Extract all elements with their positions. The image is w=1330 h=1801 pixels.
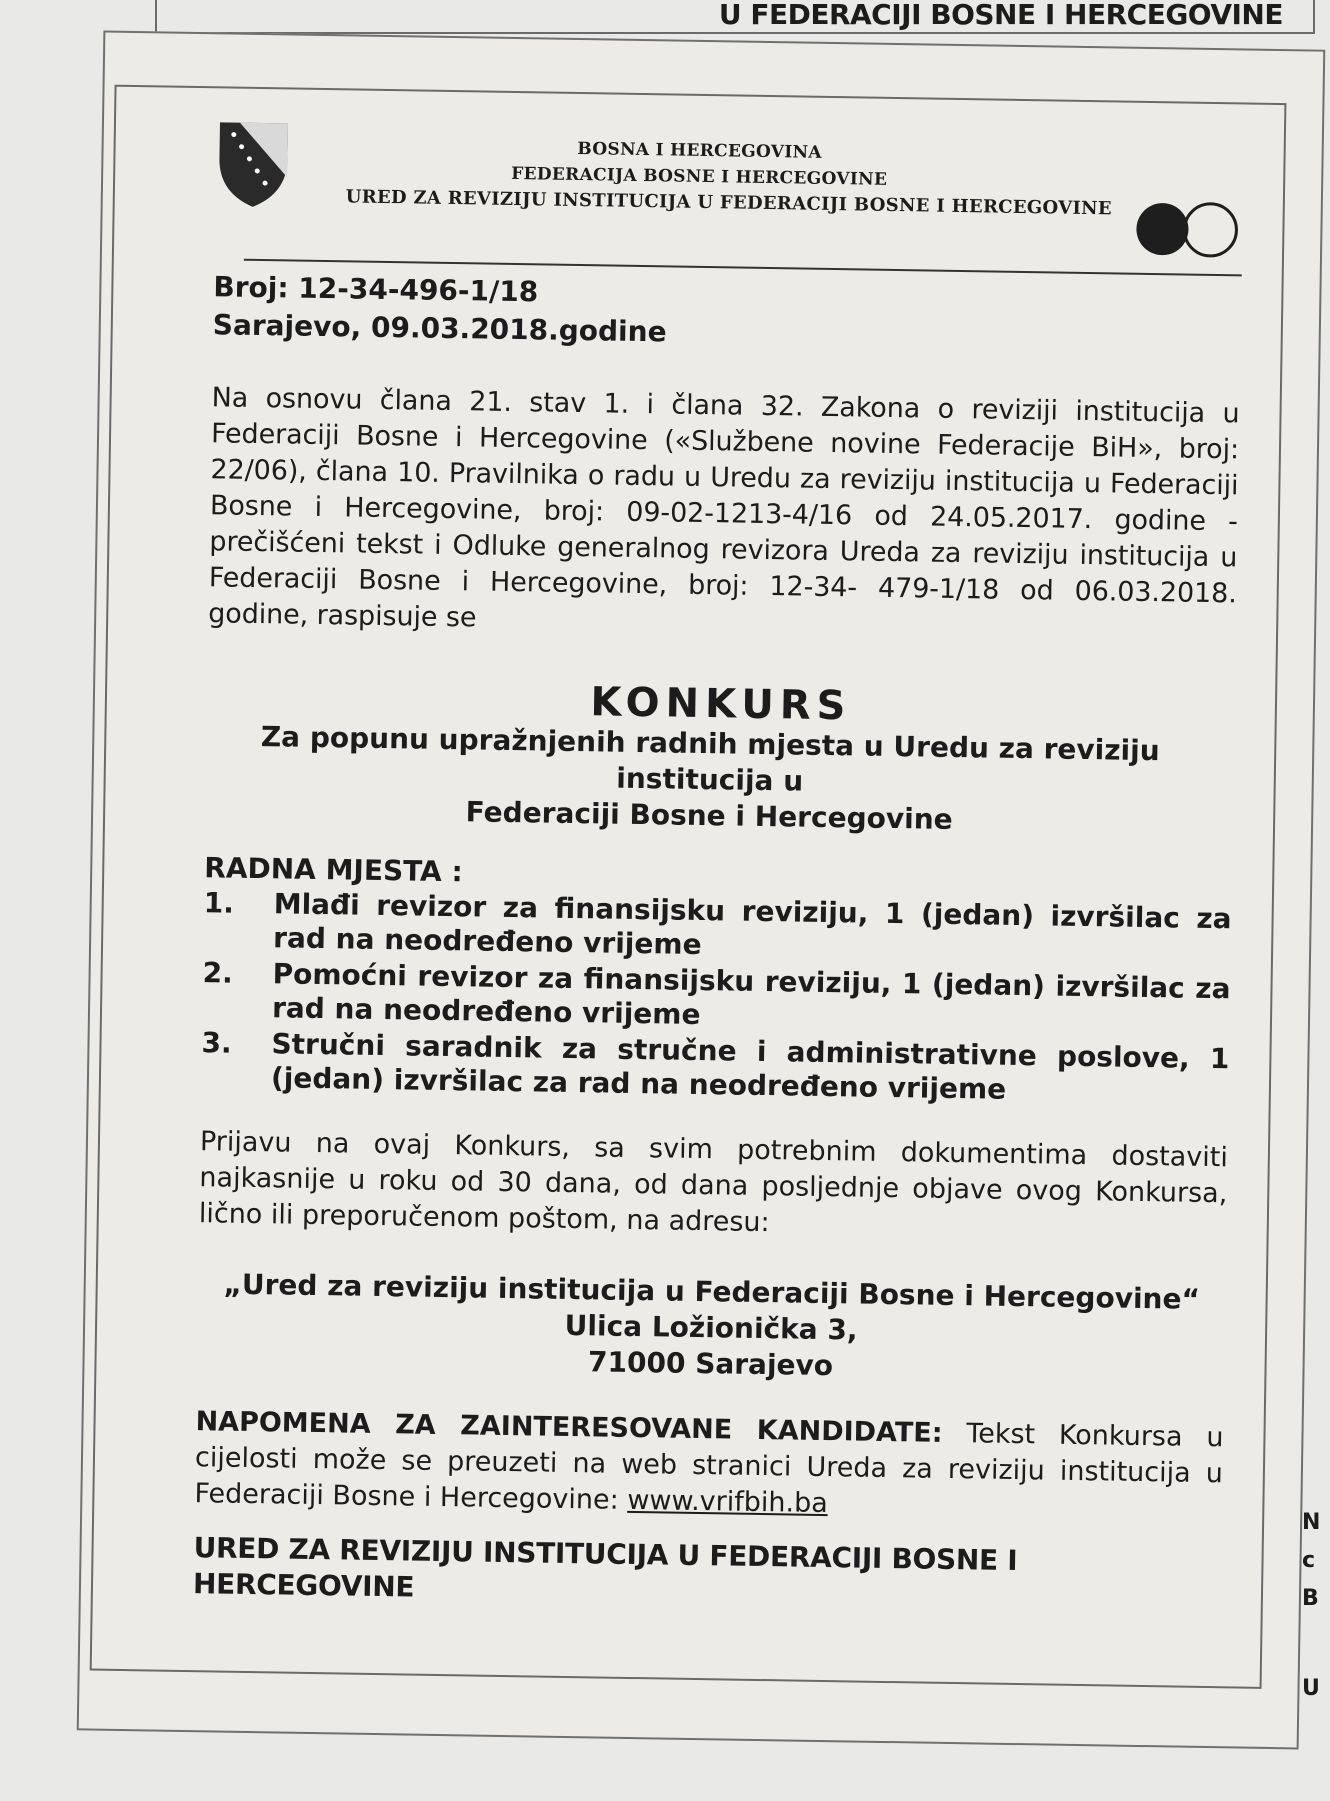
position-text: Pomoćni revizor za finansijsku reviziju, 1 (jedan) izvršilac za rad na neodređeno vrijeme xyxy=(271,957,1231,1032)
ad-inner-frame xyxy=(90,85,1287,1689)
positions-heading: RADNA MJESTA : xyxy=(204,851,463,889)
issuer-signature: URED ZA REVIZIJU INSTITUCIJA U FEDERACIJI BOSNE I HERCEGOVINE xyxy=(192,1531,1018,1604)
legal-basis-paragraph: Na osnovu člana 21. stav 1. i člana 32. Zakona o reviziji institucija u Federaciji Bosne i Hercegovine («Službene novine Federacije BiH», broj: 22/06), člana 10. Pravilnika o radu u Uredu za reviziju institucija u Federaciji Bosne i Hercegovine, broj: 09-02-1213-4/16 od 24.05.2017. godine - prečišćeni tekst i Odluke generalnog revizora Ureda za reviziju institucija u Federaciji Bosne i Hercegovine, broj: 12-34- 479-1/18 od 06.03.2018. godine, raspisuje se xyxy=(208,382,1240,634)
position-number: 1. xyxy=(203,886,235,920)
document-place-date: Sarajevo, 09.03.2018.godine xyxy=(212,308,667,349)
position-number: 3. xyxy=(201,1026,232,1060)
fragment-letter: c xyxy=(1302,1548,1316,1573)
previous-ad-text: U FEDERACIJI BOSNE I HERCEGOVINE xyxy=(718,0,1283,31)
konkurs-title: KONKURS xyxy=(590,679,852,730)
office-logo-icon xyxy=(1132,201,1243,259)
fragment-letter: B xyxy=(1302,1586,1319,1611)
application-instructions: Prijavu na ovaj Konkurs, sa svim potrebnim dokumentima dostaviti najkasnije u roku od 30 dana, od dana posljednje objave ovog Konkursa, lično ili preporučenom poštom, na adresu: xyxy=(198,1126,1229,1239)
job-advertisement xyxy=(77,31,1326,1750)
address-line: „Ured za reviziju institucija u Federaciji Bosne i Hercegovine“ xyxy=(223,1267,1201,1316)
position-number: 2. xyxy=(202,956,234,990)
address-line: Ulica Ložionička 3, xyxy=(564,1308,858,1347)
konkurs-subtitle-line: Federaciji Bosne i Hercegovine xyxy=(465,795,953,836)
previous-ad-strip xyxy=(155,0,1315,34)
country-name: BOSNA I HERCEGOVINA xyxy=(577,138,823,163)
submission-address xyxy=(196,1266,1226,1390)
institution-name: URED ZA REVIZIJU INSTITUCIJA U FEDERACIJI BOSNE I HERCEGOVINE xyxy=(345,186,1113,220)
candidate-note xyxy=(194,1404,1224,1528)
note-label: NAPOMENA ZA ZAINTERESOVANE KANDIDATE: xyxy=(195,1406,943,1449)
position-text: Mlađi revizor za finansijsku reviziju, 1 (jedan) izvršilac za rad na neodređeno vrijeme xyxy=(272,887,1232,962)
fragment-letter: U xyxy=(1302,1676,1320,1701)
document-number: Broj: 12-34-496-1/18 xyxy=(213,270,539,309)
entity-name: FEDERACIJA BOSNE I HERCEGOVINE xyxy=(511,163,888,190)
konkurs-subtitle xyxy=(185,718,1235,842)
fragment-letter: N xyxy=(1302,1510,1321,1535)
position-text: Stručni saradnik za stručne i administrativne poslove, 1 (jedan) izvršilac za rad na neodređeno vrijeme xyxy=(270,1027,1230,1106)
positions-list xyxy=(201,886,1232,1110)
address-line: 71000 Sarajevo xyxy=(587,1345,834,1383)
note-text: Tekst Konkursa u cijelosti može se preuzeti na web stranici Ureda za reviziju institucija u Federaciji Bosne i Hercegovine: xyxy=(194,1417,1224,1516)
ad-body xyxy=(193,268,1242,1618)
letterhead xyxy=(114,87,1284,245)
list-item xyxy=(201,1026,1230,1110)
konkurs-subtitle-line: Za popunu upražnjenih radnih mjesta u Uredu za reviziju institucija u xyxy=(260,720,1160,798)
website-link[interactable]: www.vrifbih.ba xyxy=(627,1484,829,1520)
